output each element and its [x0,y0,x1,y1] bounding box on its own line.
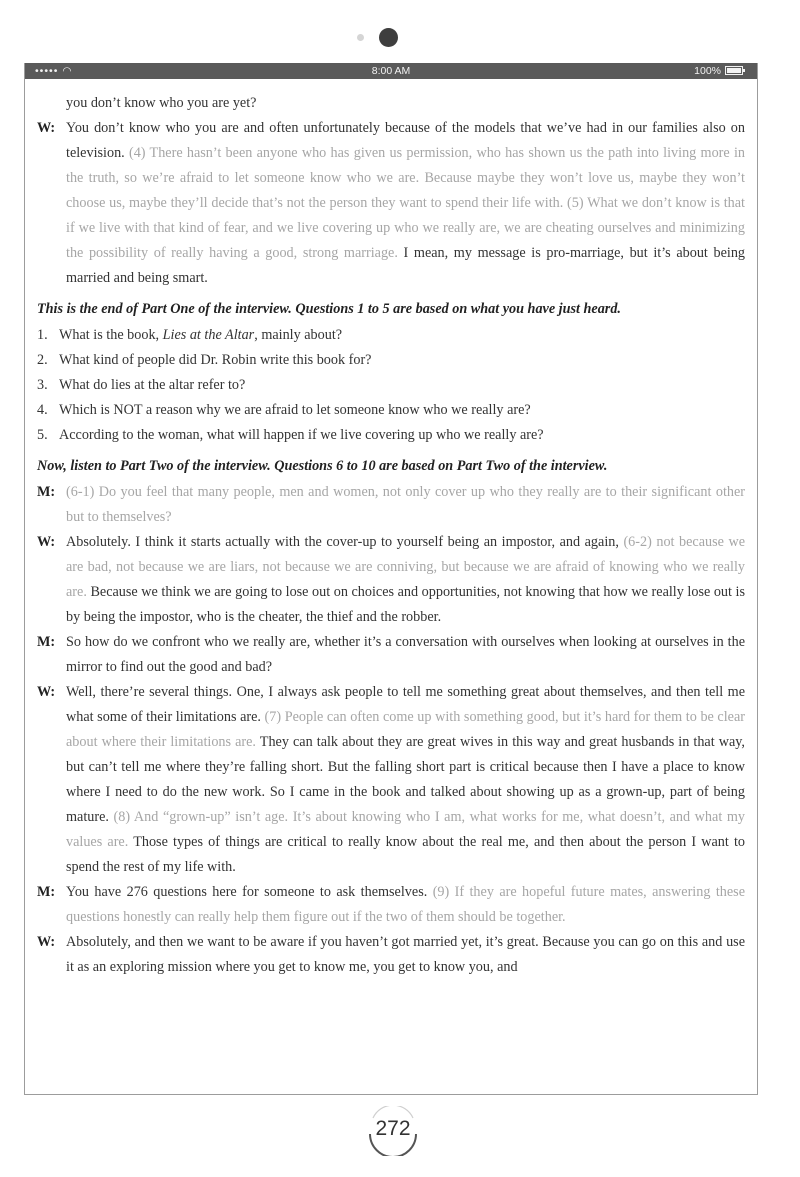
part-one-instruction: This is the end of Part One of the interview. Questions 1 to 5 are based on what you have just heard. [37,301,621,317]
part-two-instruction: Now, listen to Part Two of the interview. Questions 6 to 10 are based on Part Two of the interview. [37,458,608,474]
transcript-turn-m2: M: So how do we confront who we really are, whether it’s a conversation with ourselves when looking at ourselves in the mirror to find out the good and bad? [37,630,745,680]
question-item: 3. What do lies at the altar refer to? [37,377,246,393]
device-camera [0,28,800,48]
transcript-line: you don’t know who you are yet? [66,95,257,111]
answer-hint-text: (6-2) not because we are bad, not because we are liars, not because we are conniving, but because we are afraid of knowing who we really are. [66,534,745,600]
answer-hint-text: (9) If they are hopeful future mates, answering these questions honestly can really help them figure out if the two of them should be together. [66,884,745,925]
battery-icon [725,66,743,75]
speaker-label: W: [37,120,56,136]
question-item: 1. What is the book, Lies at the Altar, mainly about? [37,327,343,343]
speaker-label: M: [37,634,56,650]
speaker-label: W: [37,534,56,550]
question-item: 4. Which is NOT a reason why we are afraid to let someone know who we really are? [37,402,531,418]
transcript-turn-w1: W: You don’t know who you are and often unfortunately because of the models that we’ve had in our families also on television. (4) There hasn’t been anyone who has given us permission, who has shown us the path into living more in the truth, so we’re afraid to let someone know who we are. Because maybe they won’t love us, maybe they won’t choose us, maybe they’ll decide that’s not the person they want to spend their life with. (5) What we don’t know is that if we live with that kind of fear, and we live covering up who we really are, we are cheating ourselves and minimizing the possibility of really having a good, strong marriage. I mean, my message is pro-marriage, but it’s about being married and being smart. [37,116,745,291]
transcript-turn-m3: M: You have 276 questions here for someone to ask themselves. (9) If they are hopeful future mates, answering these questions honestly can really help them figure out if the two of them should be together. [37,880,745,930]
question-item: 2. What kind of people did Dr. Robin write this book for? [37,352,372,368]
sensor-dot [357,34,364,41]
signal-wifi-icon: ••••• ◠ [35,65,73,77]
speaker-label: M: [37,884,56,900]
speaker-label: W: [37,934,56,950]
transcript-turn-w3: W: Well, there’re several things. One, I always ask people to tell me something great about themselves, and then tell me what some of their limitations are. (7) People can often come up with something good, but it’s hard for them to be clear about where their limitations are. They can talk about they are great wives in this way and great husbands in that way, but can’t tell me where they’re falling short. But the falling short part is critical because then I have a place to know where I need to do the new work. So I came in the book and talked about showing up as a grown-up, part of being mature. (8) And “grown-up” isn’t age. It’s about knowing who I am, what works for me, what doesn’t, and what my values are. Those types of things are critical to really know about the real me, and then about the person I want to spend the rest of my life with. [37,680,745,880]
battery-indicator [694,63,743,79]
answer-hint-text: (6-1) Do you feel that many people, men and women, not only cover up who they really are to their significant other but to themselves? [66,484,745,525]
transcript-turn-w2: W: Absolutely. I think it starts actually with the cover-up to yourself being an impostor, and again, (6-2) not because we are bad, not because we are liars, not because we are conniving, but because we are afraid of knowing who we really are. Because we think we are going to lose out on choices and opportunities, not knowing that how we really lose out is by being the impostor, who is the cheater, the thief and the robber. [37,530,745,630]
battery-percent: 100% [694,65,721,77]
status-time: 8:00 AM [371,65,411,77]
speaker-label: W: [37,684,56,700]
transcript-turn-m1 [37,480,745,530]
question-item: 5. According to the woman, what will happen if we live covering up who we really are? [37,427,544,443]
status-bar [25,63,757,79]
transcript-turn-w4: W: Absolutely, and then we want to be aware if you haven’t got married yet, it’s great. Because you can go on this and use it as an exploring mission where you get to know me, you get to know you, and [37,930,745,980]
page-number-badge [365,1106,421,1156]
answer-hint-text: (7) People can often come up with something good, but it’s hard for them to be clear about where their limitations are. [66,709,745,750]
page-number: 272 [375,1117,411,1140]
speaker-label: M: [37,484,56,500]
tablet-screen-frame [24,63,758,1095]
answer-hint-text: (4) There hasn’t been anyone who has given us permission, who has shown us the path into living more in the truth, so we’re afraid to let someone know who we are. Because maybe they won’t love us, maybe they won’t choose us, maybe they’ll decide that’s not the person they want to spend their life with. (5) What we don’t know is that if we live with that kind of fear, and we live covering up who we really are, we are cheating ourselves and minimizing the possibility of really having a good, strong marriage. [66,145,745,261]
book-title: Lies at the Altar [162,327,255,343]
answer-hint-text: (8) And “grown-up” isn’t age. It’s about knowing who I am, what works for me, what doesn’t, and what my values are. [66,809,745,850]
camera-lens [379,28,398,47]
transcript-content [37,91,745,980]
